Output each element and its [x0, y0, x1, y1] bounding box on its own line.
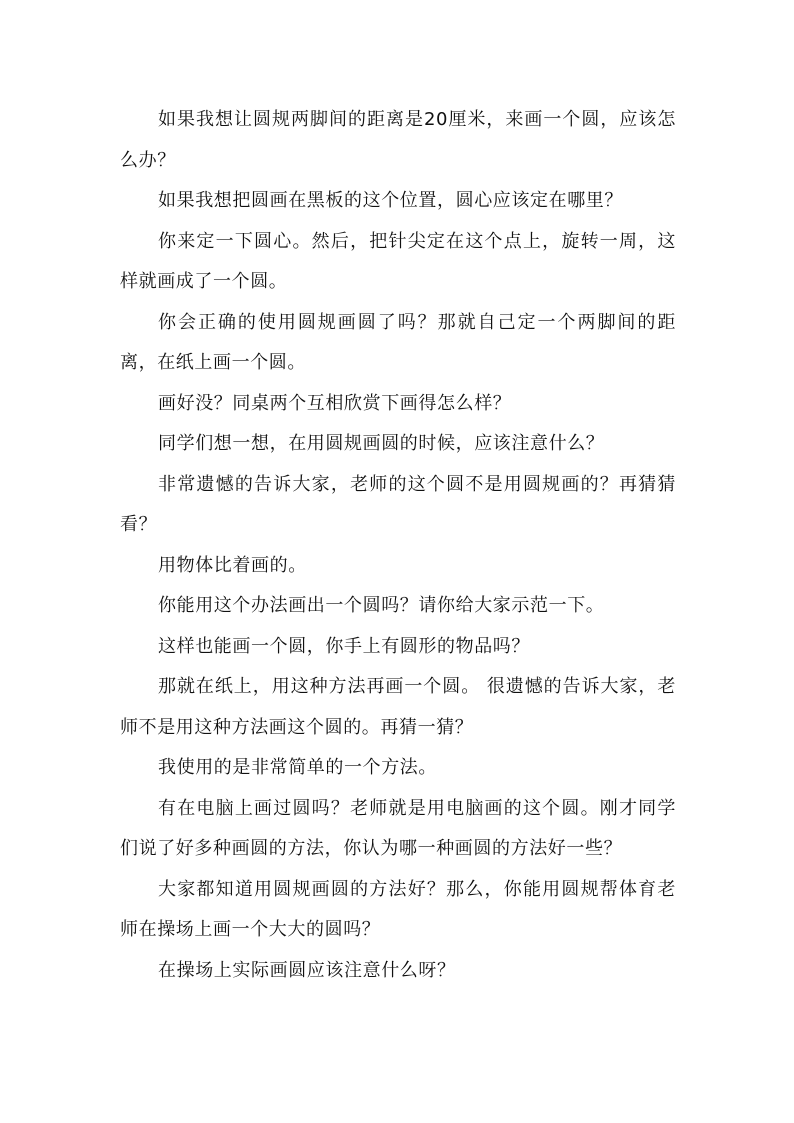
paragraph: 这样也能画一个圆，你手上有圆形的物品吗？ [158, 635, 530, 657]
paragraph: 画好没？同桌两个互相欣赏下画得怎么样？ [158, 392, 512, 414]
paragraph: 你来定一下圆心。然后，把针尖定在这个点上，旋转一周，这样就画成了一个圆。 [120, 230, 676, 292]
paragraph: 在操场上实际画圆应该注意什么呀？ [158, 959, 456, 981]
paragraph: 如果我想让圆规两脚间的距离是20厘米，来画一个圆，应该怎么办？ [120, 109, 676, 171]
paragraph: 有在电脑上画过圆吗？老师就是用电脑画的这个圆。刚才同学们说了好多种画圆的方法，你认为哪一种画圆的方法好一些？ [120, 797, 676, 859]
paragraph: 你能用这个办法画出一个圆吗？请你给大家示范一下。 [158, 595, 605, 616]
paragraph: 我使用的是非常简单的一个方法。 [158, 757, 437, 778]
document-body [120, 100, 676, 991]
paragraph: 你会正确的使用圆规画圆了吗？那就自己定一个两脚间的距离，在纸上画一个圆。 [120, 311, 676, 373]
paragraph: 同学们想一想，在用圆规画圆的时候，应该注意什么？ [158, 433, 605, 454]
paragraph: 用物体比着画的。 [158, 554, 307, 576]
paragraph: 如果我想把圆画在黑板的这个位置，圆心应该定在哪里？ [158, 190, 623, 211]
paragraph: 大家都知道用圆规画圆的方法好？那么，你能用圆规帮体育老师在操场上画一个大大的圆吗？ [120, 878, 676, 940]
paragraph: 那就在纸上，用这种方法再画一个圆。 很遗憾的告诉大家，老师不是用这种方法画这个圆的。再猜一猜？ [120, 676, 676, 738]
paragraph: 非常遗憾的告诉大家，老师的这个圆不是用圆规画的？再猜猜看？ [120, 473, 676, 535]
